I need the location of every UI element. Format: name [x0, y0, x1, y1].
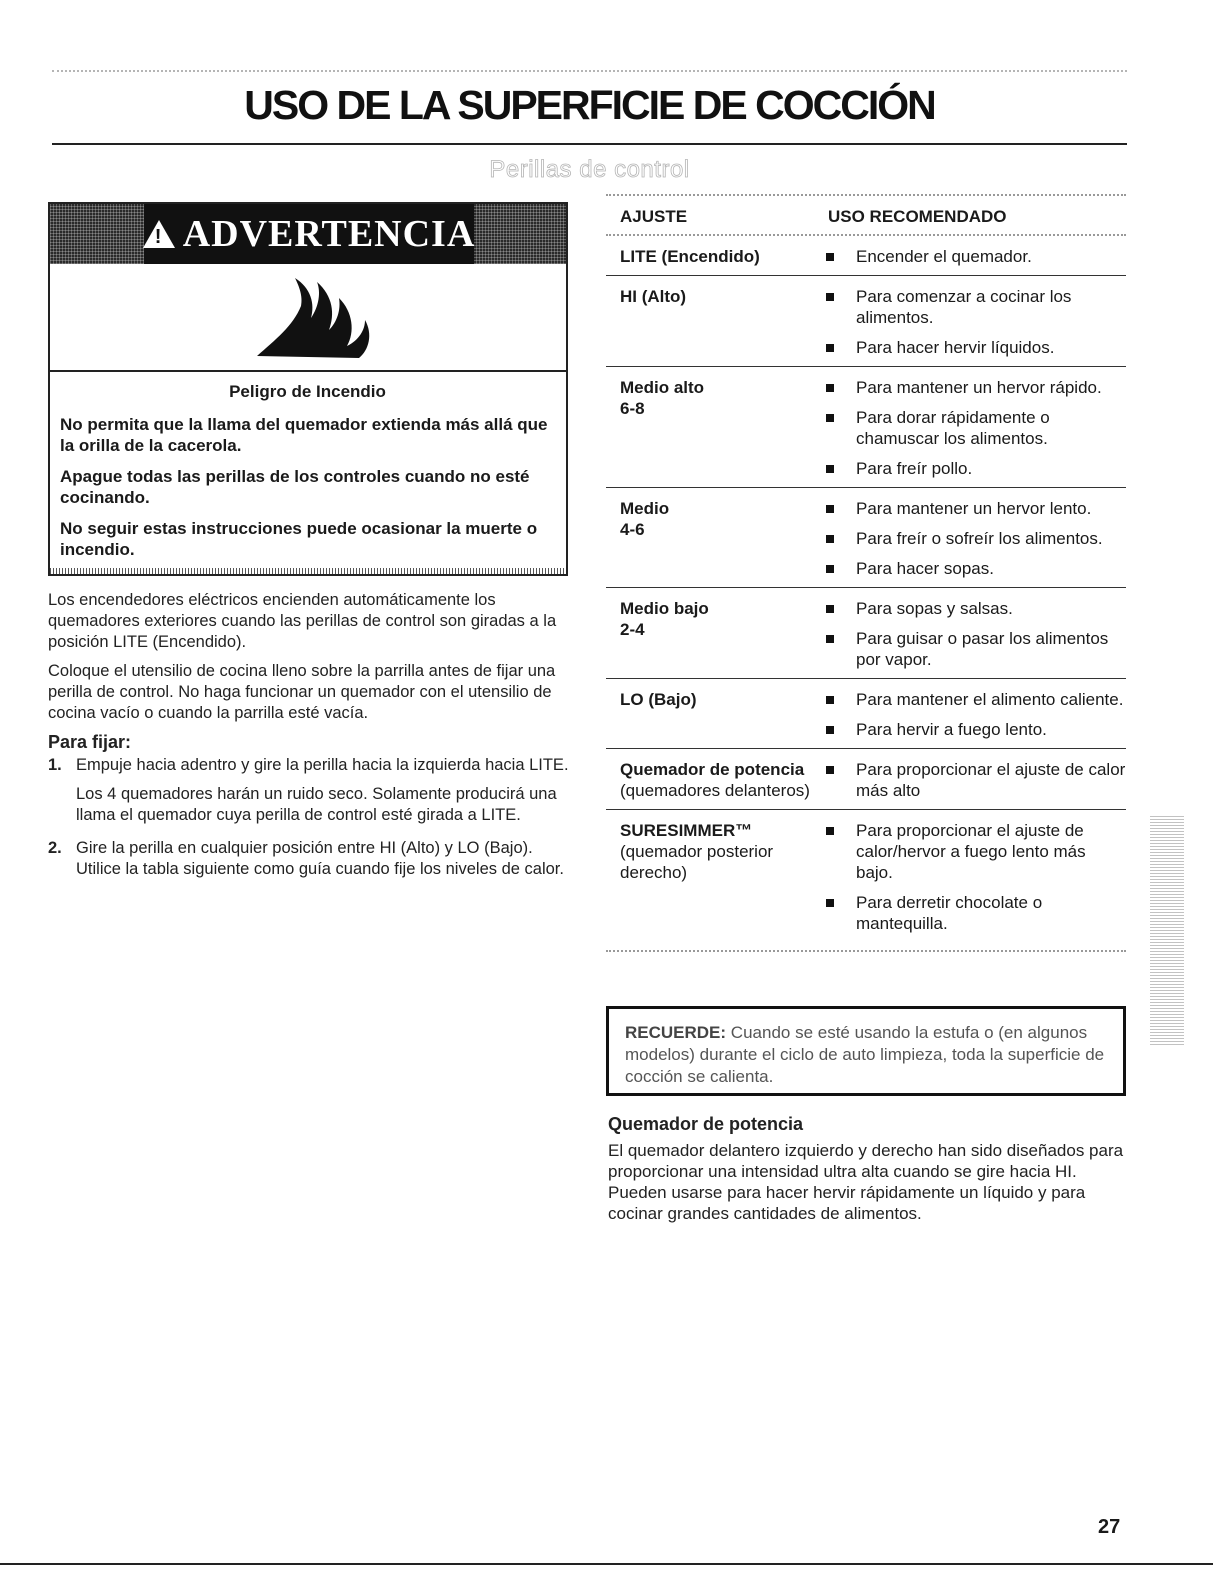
top-dotted-rule [52, 70, 1127, 72]
uses-cell [820, 820, 1126, 934]
title-rule [52, 143, 1127, 145]
table-row [606, 748, 1126, 809]
use-item [820, 558, 1126, 579]
bullet-square-icon [826, 605, 834, 613]
setting-range: 4-6 [620, 520, 645, 539]
bullet-square-icon [826, 253, 834, 261]
table-row [606, 809, 1126, 942]
setting-name: LITE (Encendido) [620, 247, 760, 266]
page-number: 27 [1098, 1516, 1121, 1538]
use-item [820, 719, 1126, 740]
warning-body [60, 382, 555, 570]
use-item [820, 377, 1126, 398]
warning-paragraph: Apague todas las perillas de los controles cuando no esté cocinando. [60, 467, 530, 507]
step-text: Empuje hacia adentro y gire la perilla hacia la izquierda hacia LITE. [76, 756, 569, 774]
bullet-square-icon [826, 414, 834, 422]
uses-cell [820, 759, 1126, 801]
table-row [606, 487, 1126, 587]
setting-cell [620, 820, 820, 934]
setting-cell [620, 598, 820, 670]
table-row [606, 587, 1126, 678]
bullet-square-icon [826, 293, 834, 301]
warning-paragraph: No permita que la llama del quemador extienda más allá que la orilla de la cacerola. [60, 415, 548, 455]
setting-cell [620, 286, 820, 358]
setting-range: 2-4 [620, 620, 645, 639]
bullet-square-icon [826, 465, 834, 473]
warning-bottom-border [50, 568, 566, 574]
step-number: 1. [48, 756, 62, 774]
use-text: Para guisar o pasar los alimentos por vapor. [856, 629, 1109, 669]
intro-paragraph: Coloque el utensilio de cocina lleno sobre la parrilla antes de fijar una perilla de control. No haga funcionar un quemador con el utensilio de cocina vacío o cuando la parrilla esté vacía. [48, 662, 556, 722]
bullet-square-icon [826, 505, 834, 513]
use-item [820, 498, 1126, 519]
setting-cell [620, 377, 820, 479]
quemador-potencia-heading: Quemador de potencia [608, 1114, 804, 1134]
header-ajuste: AJUSTE [620, 207, 688, 226]
use-text: Para proporcionar el ajuste de calor/hervor a fuego lento más bajo. [856, 821, 1086, 882]
bullet-square-icon [826, 384, 834, 392]
warning-title-bar [144, 204, 474, 264]
bullet-square-icon [826, 827, 834, 835]
warning-icon-area [50, 264, 566, 372]
fire-icon [255, 270, 375, 360]
setting-name: SURESIMMER™ [620, 821, 753, 840]
use-item [820, 337, 1126, 358]
step-note: Los 4 quemadores harán un ruido seco. Solamente producirá una llama el quemador cuya perilla de control esté girada a LITE. [76, 785, 557, 824]
warning-header [50, 204, 566, 264]
use-item [820, 286, 1126, 328]
use-text: Para mantener el alimento caliente. [856, 690, 1124, 709]
setting-name: Medio bajo [620, 599, 709, 618]
use-text: Para hacer sopas. [856, 559, 994, 578]
setting-detail: (quemador posterior derecho) [620, 842, 774, 882]
setting-cell [620, 498, 820, 579]
bullet-square-icon [826, 696, 834, 704]
settings-table [606, 194, 1126, 952]
side-tab-decoration [1150, 815, 1184, 1045]
use-text: Para comenzar a cocinar los alimentos. [856, 287, 1072, 327]
step-number: 2. [48, 839, 62, 857]
use-text: Para freír pollo. [856, 459, 973, 478]
setting-cell [620, 246, 820, 267]
bottom-rule [0, 1563, 1213, 1565]
bullet-square-icon [826, 535, 834, 543]
intro-paragraph: Los encendedores eléctricos encienden automáticamente los quemadores exteriores cuando las perillas de control son giradas a la posición LITE (Encendido). [48, 591, 557, 651]
use-item [820, 246, 1126, 267]
setting-detail: (quemadores delanteros) [620, 781, 810, 800]
use-item [820, 528, 1126, 549]
setting-name: Medio alto [620, 378, 705, 397]
page-title: USO DE LA SUPERFICIE DE COCCIÓN [244, 82, 935, 128]
section-subtitle: Perillas de control [489, 156, 690, 183]
bullet-square-icon [826, 766, 834, 774]
use-item [820, 892, 1126, 934]
bullet-square-icon [826, 565, 834, 573]
left-column-text [48, 590, 570, 892]
use-item [820, 689, 1126, 710]
bullet-square-icon [826, 899, 834, 907]
uses-cell [820, 246, 1126, 267]
use-item [820, 407, 1126, 449]
use-item [820, 759, 1126, 801]
recuerde-text: Cuando se esté usando la estufa o (en algunos modelos) durante el ciclo de auto limpieza, toda la superficie de cocción se calienta. [625, 1023, 1105, 1086]
bullet-square-icon [826, 344, 834, 352]
uses-cell [820, 598, 1126, 670]
use-text: Para freír o sofreír los alimentos. [856, 529, 1103, 548]
uses-cell [820, 286, 1126, 358]
table-bottom-dots [606, 950, 1126, 952]
step-item [48, 838, 570, 888]
use-text: Para mantener un hervor lento. [856, 499, 1092, 518]
table-row [606, 366, 1126, 487]
use-item [820, 458, 1126, 479]
table-header [606, 196, 1126, 234]
setting-cell [620, 689, 820, 740]
use-text: Para hervir a fuego lento. [856, 720, 1047, 739]
uses-cell [820, 377, 1126, 479]
uses-cell [820, 498, 1126, 579]
table-row [606, 275, 1126, 366]
uses-cell [820, 689, 1126, 740]
use-text: Para sopas y salsas. [856, 599, 1013, 618]
warning-title: ADVERTENCIA [182, 213, 476, 255]
bullet-square-icon [826, 726, 834, 734]
quemador-potencia-body: El quemador delantero izquierdo y derecho han sido diseñados para proporcionar una intensidad ultra alta cuando se gire hacia HI. Pueden usarse para hacer hervir rápidamente un líquido y para cocinar grandes cantidades de alimentos. [608, 1141, 1124, 1223]
use-item [820, 598, 1126, 619]
setting-range: 6-8 [620, 399, 645, 418]
setting-name: Medio [620, 499, 670, 518]
setting-name: Quemador de potencia [620, 760, 805, 779]
use-text: Para dorar rápidamente o chamuscar los alimentos. [856, 408, 1050, 448]
table-row [606, 678, 1126, 748]
use-text: Para derretir chocolate o mantequilla. [856, 893, 1043, 933]
table-row [606, 236, 1126, 275]
step-item [48, 755, 570, 834]
setting-name: HI (Alto) [620, 287, 687, 306]
setting-name: LO (Bajo) [620, 690, 697, 709]
warning-heading: Peligro de Incendio [229, 382, 386, 401]
header-uso: USO RECOMENDADO [828, 207, 1007, 226]
step-text: Gire la perilla en cualquier posición entre HI (Alto) y LO (Bajo). Utilice la tabla siguiente como guía cuando fije los niveles de calor. [76, 839, 564, 878]
warning-triangle-icon [143, 220, 175, 248]
warning-box [48, 202, 568, 576]
warning-paragraph: No seguir estas instrucciones puede ocasionar la muerte o incendio. [60, 519, 538, 559]
bullet-square-icon [826, 635, 834, 643]
use-text: Para mantener un hervor rápido. [856, 378, 1102, 397]
recuerde-box [606, 1006, 1126, 1096]
use-item [820, 628, 1126, 670]
use-text: Encender el quemador. [856, 247, 1032, 266]
use-text: Para proporcionar el ajuste de calor más alto [856, 760, 1126, 800]
para-fijar-heading: Para fijar: [48, 732, 132, 752]
setting-cell [620, 759, 820, 801]
use-text: Para hacer hervir líquidos. [856, 338, 1055, 357]
use-item [820, 820, 1126, 883]
recuerde-label: RECUERDE: [625, 1023, 727, 1042]
